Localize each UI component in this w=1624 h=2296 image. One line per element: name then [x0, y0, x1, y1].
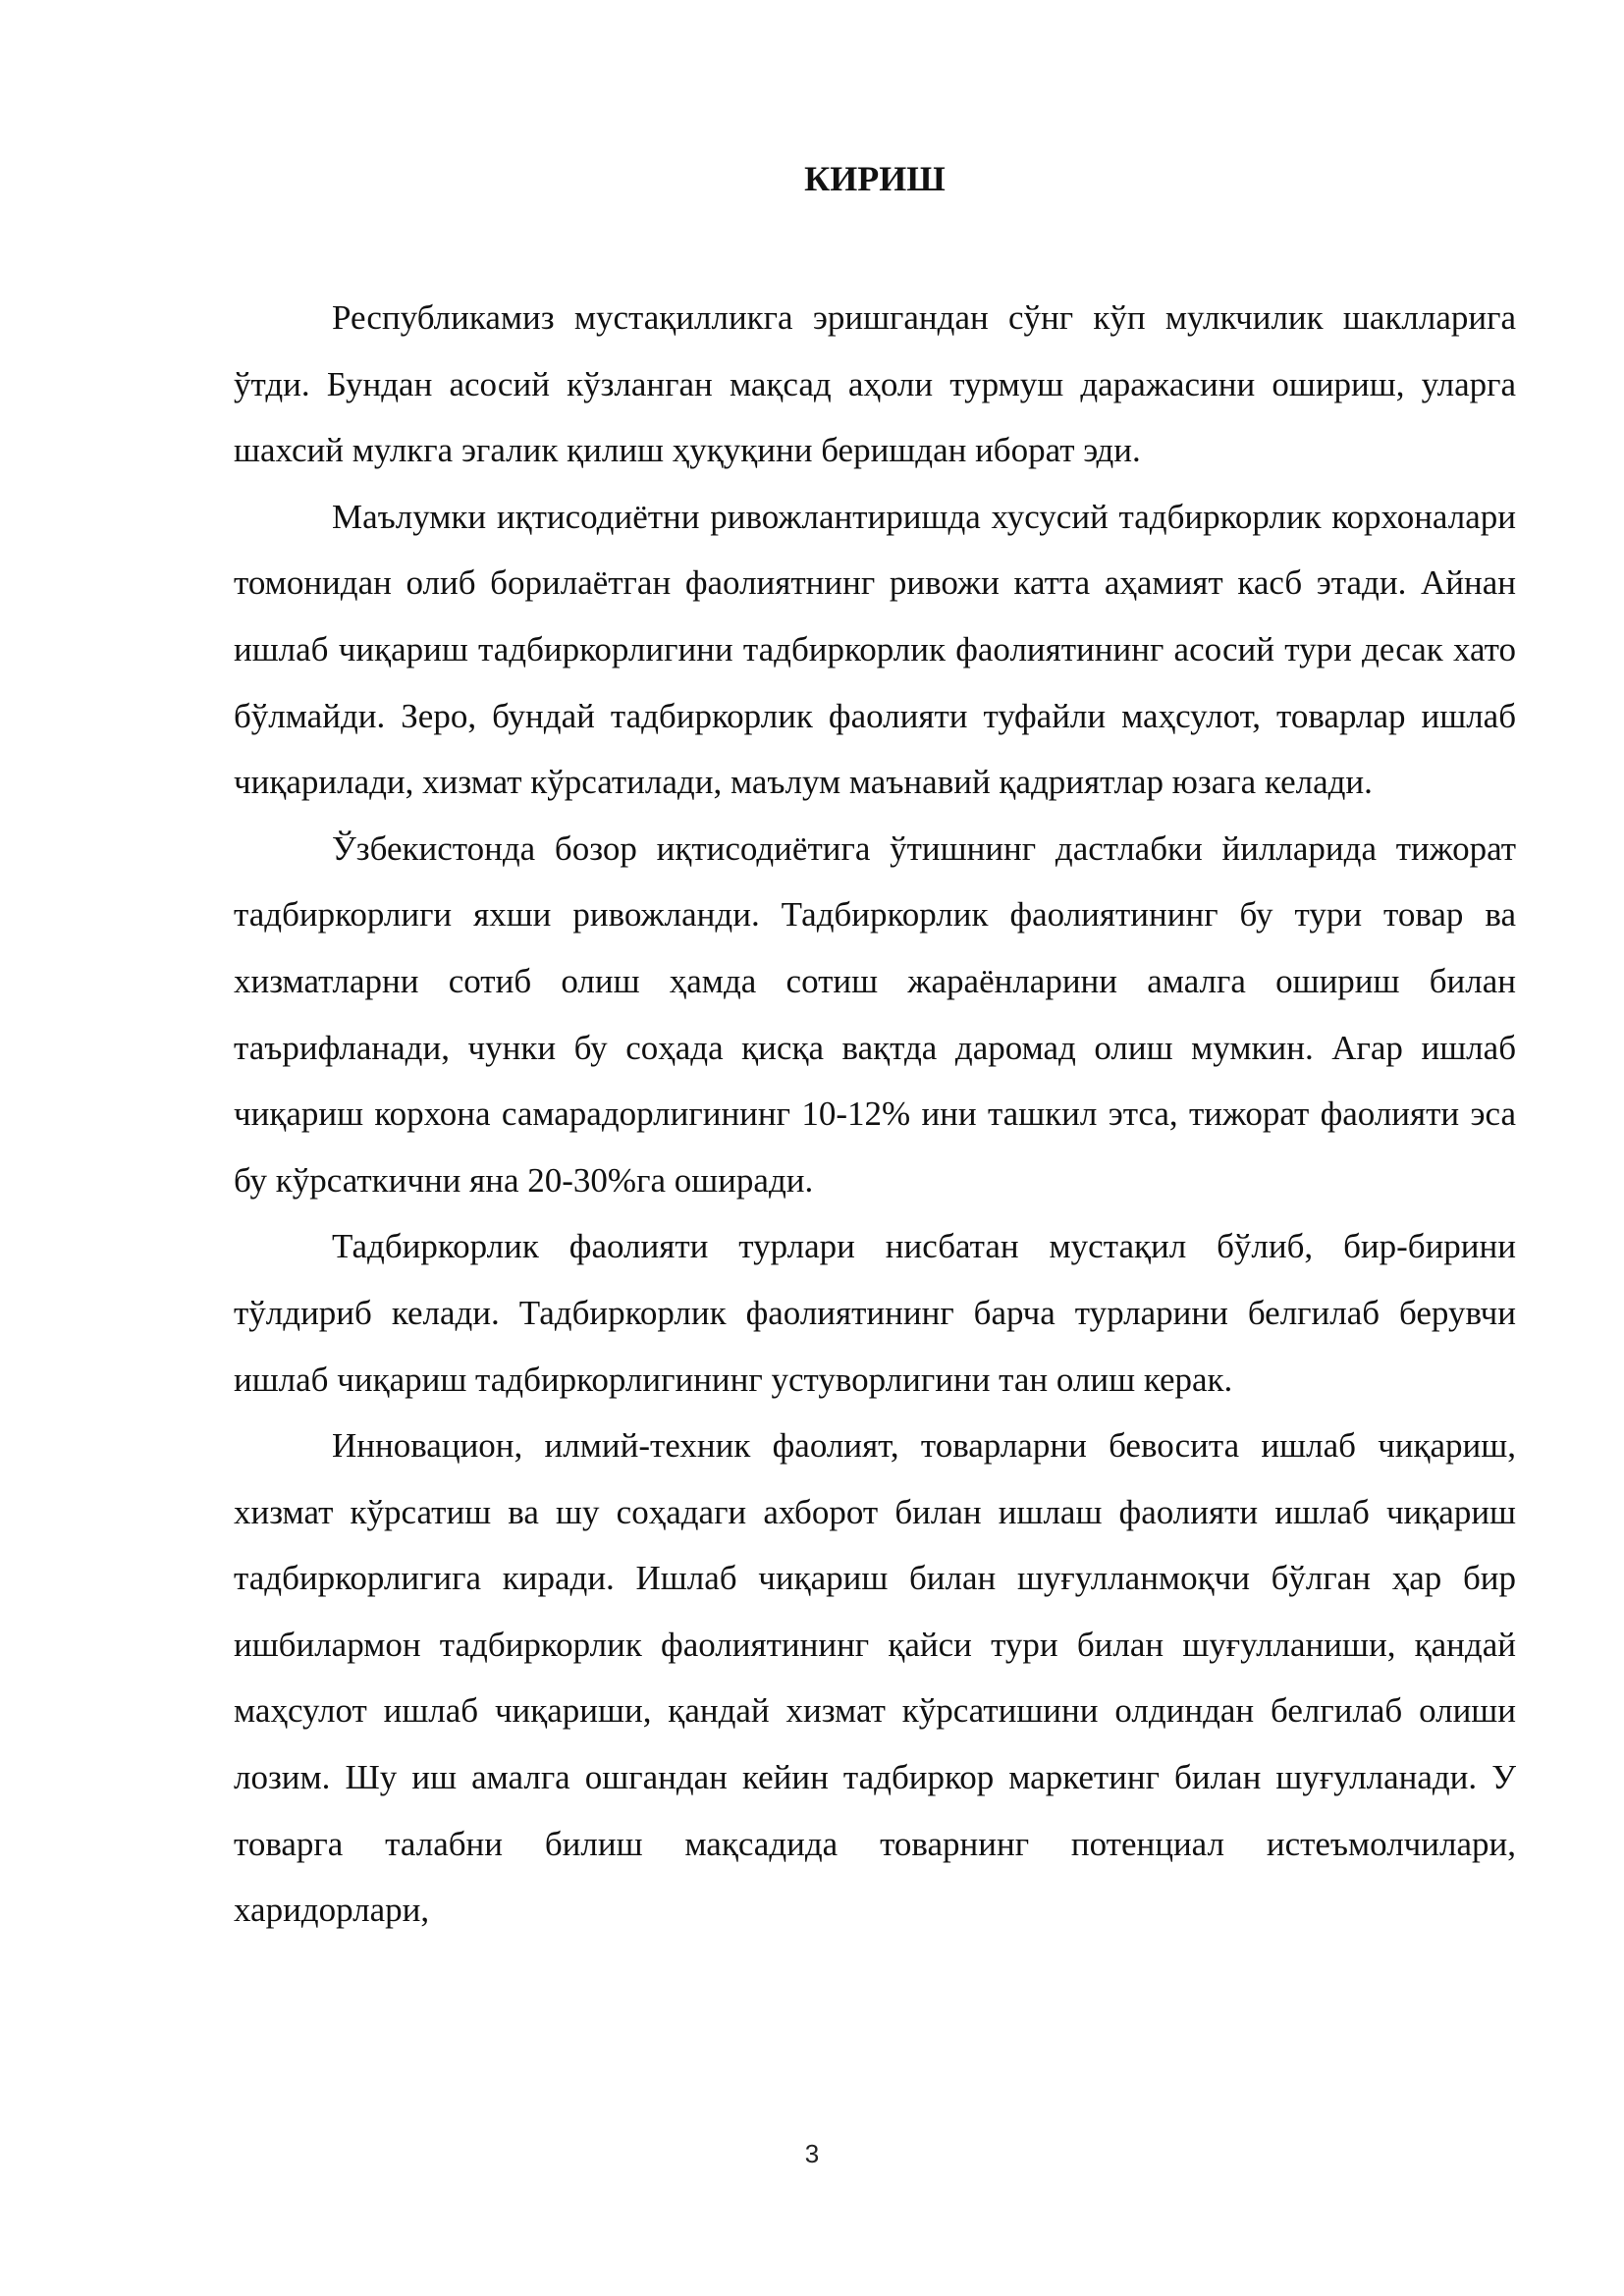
paragraph-2: Маълумки иқтисодиётни ривожлантиришда хусусий тадбиркорлик корхоналари томонидан олиб борилаётган фаолиятнинг ривожи катта аҳамият касб этади. Айнан ишлаб чиқариш тадбиркорлигини тадбиркорлик фаолиятининг асосий тури десак хато бўлмайди. Зеро, бундай тадбиркорлик фаолияти туфайли маҳсулот, товарлар ишлаб чиқарилади, хизмат кўрсатилади, маълум маънавий қадриятлар юзага келади. [234, 497, 1516, 802]
paragraph-3: Ўзбекистонда бозор иқтисодиётига ўтишнинг дастлабки йилларида тижорат тадбиркорлиги яхши ривожланди. Тадбиркорлик фаолиятининг бу тури товар ва хизматларни сотиб олиш ҳамда сотиш жараёнларини амалга ошириш билан таърифланади, чунки бу соҳада қисқа вақтда даромад олиш мумкин. Агар ишлаб чиқариш корхона самарадорлигининг 10-12% ини ташкил этса, тижорат фаолияти эса бу кўрсаткични яна 20-30%га оширади. [234, 828, 1516, 1200]
page-title: КИРИШ [804, 159, 946, 198]
paragraph-5: Инновацион, илмий-техник фаолият, товарларни бевосита ишлаб чиқариш, хизмат кўрсатиш ва шу соҳадаги ахборот билан ишлаш фаолияти ишлаб чиқариш тадбиркорлигига киради. Ишлаб чиқариш билан шуғулланмоқчи бўлган ҳар бир ишбилармон тадбиркорлик фаолиятининг қайси тури билан шуғулланиши, қандай маҳсулот ишлаб чиқариши, қандай хизмат кўрсатишини олдиндан белгилаб олиши лозим. Шу иш амалга ошгандан кейин тадбиркор маркетинг билан шуғулланади. У товарга талабни билиш мақсадида товарнинг потенциал истеъмолчилари, харидорлари, [234, 1426, 1516, 1930]
body-text [234, 285, 1516, 1944]
paragraph-1: Республикамиз мустақилликга эришгандан сўнг кўп мулкчилик шаклларига ўтди. Бундан асосий кўзланган мақсад аҳоли турмуш даражасини ошириш, уларга шахсий мулкга эгалик қилиш ҳуқуқини беришдан иборат эди. [234, 298, 1516, 470]
paragraph-4: Тадбиркорлик фаолияти турлари нисбатан мустақил бўлиб, бир-бирини тўлдириб келади. Тадбиркорлик фаолиятининг барча турларини белгилаб берувчи ишлаб чиқариш тадбиркорлигининг устуворлигини тан олиш керак. [234, 1227, 1516, 1399]
page-number: 3 [804, 2139, 820, 2168]
